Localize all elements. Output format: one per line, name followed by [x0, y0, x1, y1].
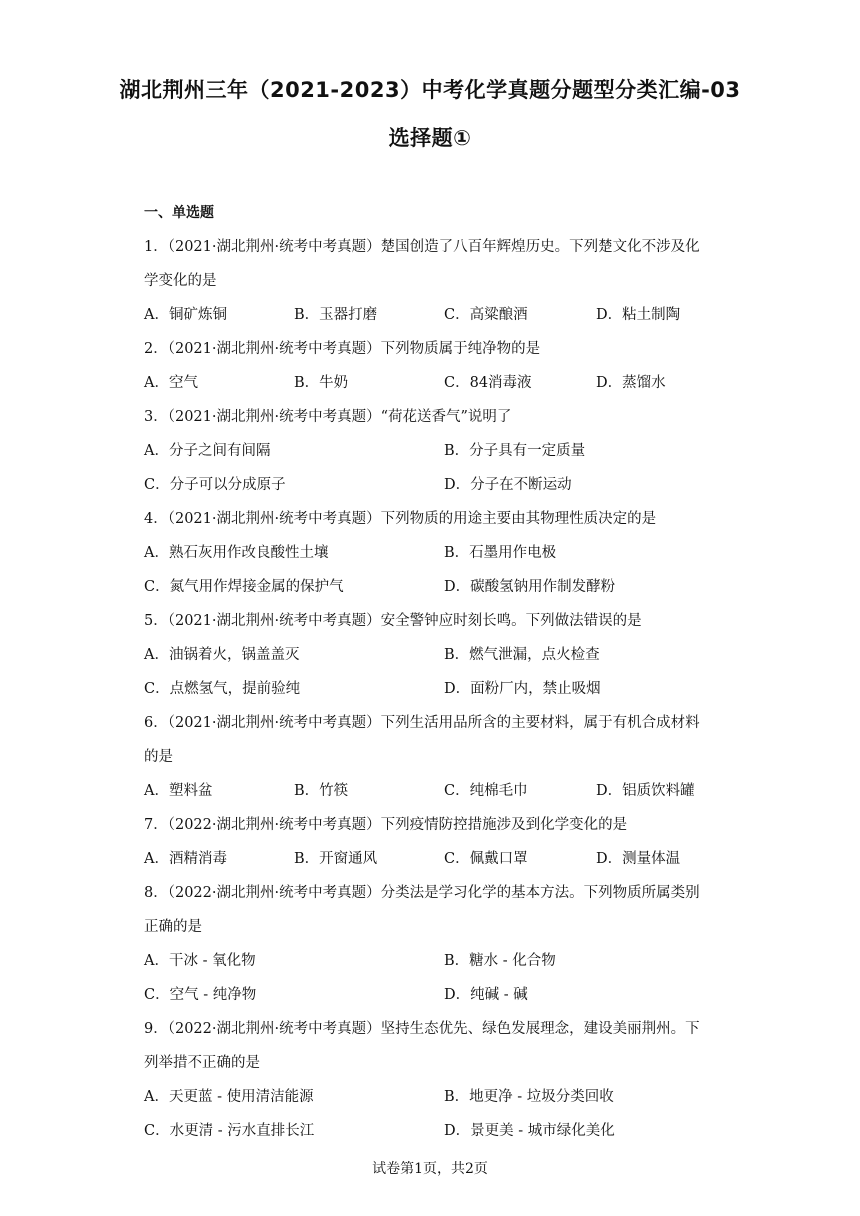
answer-option: C．氮气用作焊接金属的保护气	[144, 579, 344, 595]
section-heading: 一、单选题	[144, 205, 214, 221]
question-2	[144, 332, 724, 400]
options-row	[144, 1114, 724, 1148]
answer-option: C．点燃氢气，提前验纯	[144, 681, 301, 697]
question-stem-line: 的是	[144, 749, 173, 765]
answer-option: A．塑料盆	[144, 783, 213, 799]
answer-option: C．高粱酿酒	[444, 307, 528, 323]
answer-option: D．分子在不断运动	[444, 477, 572, 493]
answer-option: C．84消毒液	[444, 375, 532, 391]
options-row	[144, 434, 724, 468]
answer-option: B．地更净 - 垃圾分类回收	[444, 1089, 614, 1105]
options-row	[144, 774, 724, 808]
answer-option: D．纯碱 - 碱	[444, 987, 528, 1003]
answer-option: B．糖水 - 化合物	[444, 953, 556, 969]
answer-option: B．石墨用作电极	[444, 545, 557, 561]
question-stem-line: 3．（2021·湖北荆州·统考中考真题）“荷花送香气”说明了	[144, 409, 512, 425]
answer-option: A．空气	[144, 375, 198, 391]
question-stem-line: 5．（2021·湖北荆州·统考中考真题）安全警钟应时刻长鸣。下列做法错误的是	[144, 613, 642, 629]
question-stem-line: 4．（2021·湖北荆州·统考中考真题）下列物质的用途主要由其物理性质决定的是	[144, 511, 657, 527]
options-row	[144, 638, 724, 672]
answer-option: B．开窗通风	[294, 851, 378, 867]
answer-option: D．景更美 - 城市绿化美化	[444, 1123, 615, 1139]
options-row	[144, 536, 724, 570]
options-row	[144, 570, 724, 604]
options-row	[144, 978, 724, 1012]
question-9	[144, 1012, 724, 1148]
answer-option: C．水更清 - 污水直排长江	[144, 1123, 315, 1139]
question-1	[144, 230, 724, 332]
answer-option: A．天更蓝 - 使用清洁能源	[144, 1089, 314, 1105]
answer-option: B．牛奶	[294, 375, 349, 391]
answer-option: C．空气 - 纯净物	[144, 987, 257, 1003]
answer-option: A．铜矿炼铜	[144, 307, 227, 323]
answer-option: B．燃气泄漏，点火检查	[444, 647, 600, 663]
document-title-line-1: 湖北荆州三年（2021-2023）中考化学真题分题型分类汇编-03	[119, 78, 741, 102]
answer-option: A．熟石灰用作改良酸性土壤	[144, 545, 329, 561]
answer-option: A．分子之间有间隔	[144, 443, 271, 459]
question-list	[144, 230, 724, 1148]
options-row	[144, 468, 724, 502]
question-5	[144, 604, 724, 706]
question-8	[144, 876, 724, 1012]
answer-option: D．铝质饮料罐	[596, 783, 695, 799]
options-row	[144, 672, 724, 706]
question-stem-line: 7．（2022·湖北荆州·统考中考真题）下列疫情防控措施涉及到化学变化的是	[144, 817, 628, 833]
question-stem-line: 9．（2022·湖北荆州·统考中考真题）坚持生态优先、绿色发展理念，建设美丽荆州。下	[144, 1021, 700, 1037]
question-stem-line: 正确的是	[144, 919, 202, 935]
answer-option: A．油锅着火，锅盖盖灭	[144, 647, 300, 663]
answer-option: A．干冰 - 氧化物	[144, 953, 256, 969]
options-row	[144, 298, 724, 332]
answer-option: D．测量体温	[596, 851, 681, 867]
question-stem-line: 1．（2021·湖北荆州·统考中考真题）楚国创造了八百年辉煌历史。下列楚文化不涉及化	[144, 239, 700, 255]
answer-option: D．面粉厂内，禁止吸烟	[444, 681, 601, 697]
answer-option: B．分子具有一定质量	[444, 443, 586, 459]
options-row	[144, 366, 724, 400]
answer-option: A．酒精消毒	[144, 851, 227, 867]
question-stem-line: 2．（2021·湖北荆州·统考中考真题）下列物质属于纯净物的是	[144, 341, 541, 357]
question-4	[144, 502, 724, 604]
question-3	[144, 400, 724, 502]
answer-option: B．竹筷	[294, 783, 349, 799]
answer-option: D．蒸馏水	[596, 375, 666, 391]
answer-option: D．粘土制陶	[596, 307, 681, 323]
answer-option: C．纯棉毛巾	[444, 783, 528, 799]
question-stem-line: 8．（2022·湖北荆州·统考中考真题）分类法是学习化学的基本方法。下列物质所属类别	[144, 885, 700, 901]
options-row	[144, 944, 724, 978]
answer-option: B．玉器打磨	[294, 307, 378, 323]
question-stem-line: 6．（2021·湖北荆州·统考中考真题）下列生活用品所含的主要材料，属于有机合成材料	[144, 715, 700, 731]
page-footer: 试卷第1页，共2页	[372, 1161, 488, 1177]
document-title-line-2: 选择题①	[388, 126, 472, 150]
question-stem-line: 学变化的是	[144, 273, 217, 289]
options-row	[144, 1080, 724, 1114]
question-6	[144, 706, 724, 808]
options-row	[144, 842, 724, 876]
question-7	[144, 808, 724, 876]
answer-option: C．分子可以分成原子	[144, 477, 286, 493]
question-stem-line: 列举措不正确的是	[144, 1055, 260, 1071]
answer-option: D．碳酸氢钠用作制发酵粉	[444, 579, 616, 595]
answer-option: C．佩戴口罩	[444, 851, 528, 867]
